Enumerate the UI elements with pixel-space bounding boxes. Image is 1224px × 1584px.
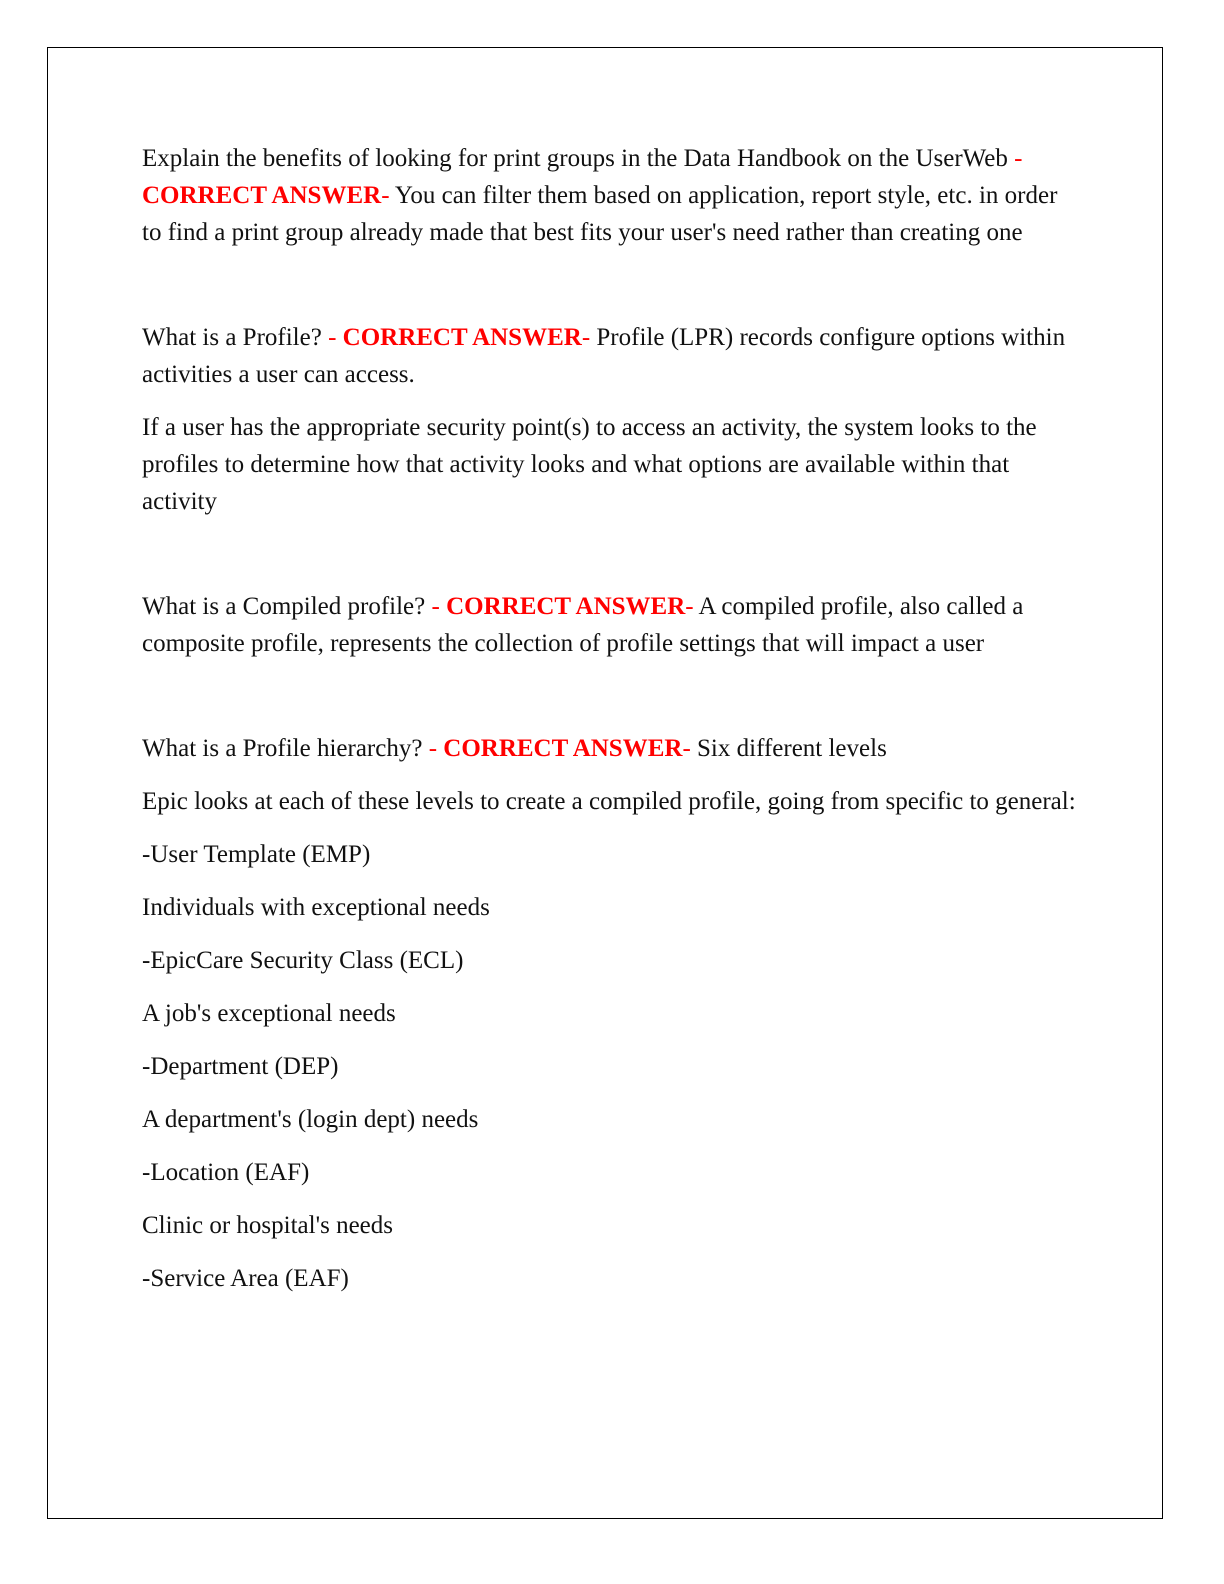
question-text: What is a Profile hierarchy? [142, 735, 423, 762]
answer-extra-paragraph: If a user has the appropriate security point(s) to access an activity, the system looks to the profiles to determine how that activity looks and what options are available within that activity [142, 414, 1037, 515]
correct-answer-label: CORRECT ANSWER [446, 593, 686, 620]
answer-text: A compiled profile, also called a composite profile, represents the collection of profile settings that will impact a user [142, 593, 1024, 657]
question-text: What is a Compiled profile? [142, 593, 426, 620]
question-text: What is a Profile? [142, 324, 322, 351]
hierarchy-level: -EpicCare Security Class (ECL) [142, 947, 464, 974]
hierarchy-level-description: A job's exceptional needs [142, 1000, 396, 1027]
hierarchy-level-description: Clinic or hospital's needs [142, 1212, 394, 1239]
qa-question-answer: What is a Profile? - CORRECT ANSWER- Profile (LPR) records configure options within activities a user can access. [142, 324, 1066, 388]
hierarchy-level: -Location (EAF) [142, 1159, 310, 1186]
qa-question-answer: What is a Profile hierarchy? - CORRECT ANSWER- Six different levels [142, 735, 887, 762]
correct-answer-label: CORRECT ANSWER [443, 735, 683, 762]
hierarchy-level-description: Individuals with exceptional needs [142, 894, 490, 921]
answer-text: Profile (LPR) records configure options within activities a user can access. [142, 324, 1066, 388]
qa-item [142, 730, 1082, 1297]
qa-question-answer: Explain the benefits of looking for print groups in the Data Handbook on the UserWeb - CORRECT ANSWER- You can filter them based on application, report style, etc. in order to find a print group already made that best fits your user's need rather than creating one [142, 145, 1058, 246]
answer-text: Six different levels [697, 735, 887, 762]
question-text: Explain the benefits of looking for print groups in the Data Handbook on the UserWeb [142, 145, 1008, 172]
hierarchy-level: -Service Area (EAF) [142, 1265, 349, 1292]
qa-item [142, 588, 1082, 662]
hierarchy-level: -User Template (EMP) [142, 841, 371, 868]
answer-extra-paragraph: Epic looks at each of these levels to create a compiled profile, going from specific to general: [142, 788, 1076, 815]
hierarchy-level-description: A department's (login dept) needs [142, 1106, 479, 1133]
document-body [142, 140, 1082, 1313]
qa-question-answer: What is a Compiled profile? - CORRECT ANSWER- A compiled profile, also called a composite profile, represents the collection of profile settings that will impact a user [142, 593, 1024, 657]
hierarchy-level: -Department (DEP) [142, 1053, 339, 1080]
qa-item [142, 140, 1082, 251]
correct-answer-label: CORRECT ANSWER [142, 182, 382, 209]
qa-item [142, 319, 1082, 520]
correct-answer-label: CORRECT ANSWER [342, 324, 582, 351]
answer-text: You can filter them based on application, report style, etc. in order to find a print group already made that best fits your user's need rather than creating one [142, 182, 1058, 246]
